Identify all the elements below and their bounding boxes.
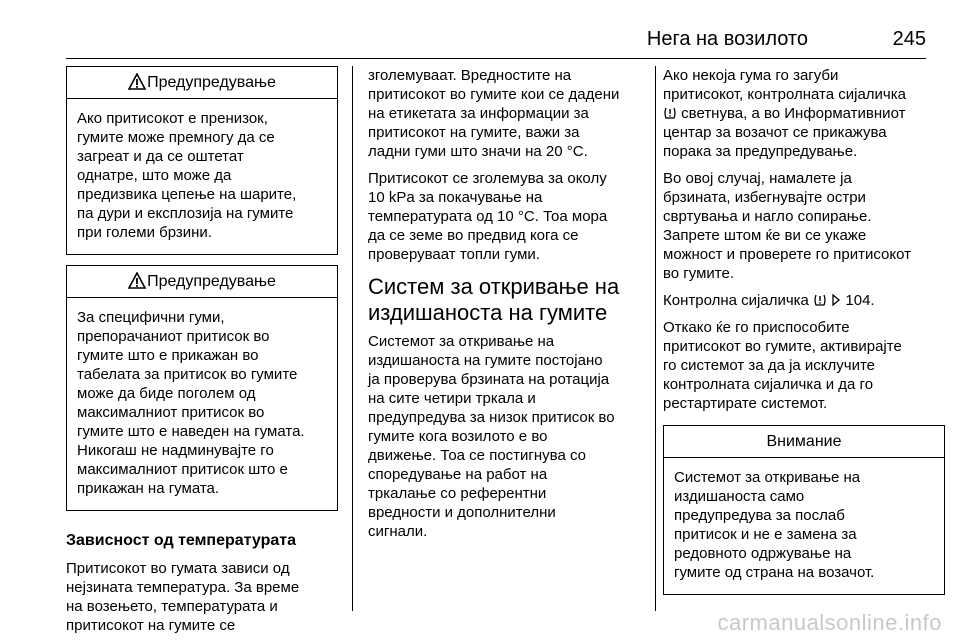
text-line: контролната сијаличка и да го: [663, 376, 874, 393]
text-line: брзината, избегнувајте остри: [663, 189, 866, 206]
text-line: во гумите.: [663, 265, 735, 282]
column-divider-2: [655, 66, 656, 611]
text-line: предупредува за низок притисок во: [368, 409, 615, 426]
tire-pressure-warning-icon: [663, 106, 677, 120]
text-line: нејзината температура. За време: [66, 579, 300, 596]
paragraph: [368, 332, 646, 541]
text-line: предупредува за послаб: [674, 507, 845, 524]
warning-triangle-icon: [128, 73, 146, 90]
text-line: гумите што е прикажан во: [77, 347, 259, 364]
page-number: 245: [892, 28, 926, 50]
text-line: редовното одржување на: [674, 545, 852, 562]
text-line: ладни гуми што значи на 20 °C.: [368, 143, 588, 160]
text-line: Запрете штом ќе ви се укаже: [663, 227, 867, 244]
text-line: Ако некоја гума го загуби: [663, 67, 839, 84]
text-line: Ако притисокот е пренизок,: [77, 110, 268, 127]
paragraph: [368, 169, 646, 264]
text-line: на возењето, температурата и: [66, 598, 278, 615]
warning-box-header: [67, 67, 337, 99]
text-line: Системот за откривање на: [368, 333, 555, 350]
column-divider-1: [352, 66, 353, 611]
heading-line: Систем за откривање на: [368, 274, 620, 299]
text-line: свртувања и нагло сопирање.: [663, 208, 872, 225]
text-line: притисок и не е замена за: [674, 526, 857, 543]
text-line: Притисокот во гумата зависи од: [66, 560, 290, 577]
text-line-part: Контролна сијаличка: [663, 292, 809, 309]
text-line: табелата за притисок во гумите: [77, 366, 298, 383]
watermark: carmanualsonline.info: [717, 610, 942, 635]
warning-box-1: [66, 66, 338, 255]
text-line: зголемуваат. Вредностите на: [368, 67, 572, 84]
text-line: споредување на работ на: [368, 466, 548, 483]
text-line: движење. Тоа се постигнува со: [368, 447, 586, 464]
text-line: Системот за откривање на: [674, 469, 861, 486]
text-line: притисокот во гумите, активирајте: [663, 338, 902, 355]
text-line: Никогаш не надминувајте го: [77, 442, 274, 459]
text-line: притисокот на гумите се: [66, 617, 236, 634]
paragraph: [663, 66, 945, 161]
text-line-part: светнува, а во Информативниот: [681, 105, 906, 122]
warning-box-body: [67, 99, 337, 254]
text-line: однатре, што може да: [77, 167, 232, 184]
text-line: можност и проверете го притисокот: [663, 246, 911, 263]
text-line: гумите кога возилото е во: [368, 428, 548, 445]
text-line: може да биде поголем од: [77, 385, 256, 402]
page-header: [66, 24, 926, 58]
tire-pressure-warning-icon: [813, 293, 827, 307]
text-line: 10 kPa за покачување на: [368, 189, 543, 206]
warning-box-body: [67, 298, 337, 510]
heading-line: издишаноста на гумите: [368, 300, 608, 325]
page-reference-arrow-icon: [831, 294, 841, 306]
text-line: Откако ќе го приспособите: [663, 319, 850, 336]
text-line: рестартирате системот.: [663, 395, 828, 412]
paragraph: [663, 169, 945, 283]
section-heading: [368, 274, 646, 326]
text-line: на етикетата за информации за: [368, 105, 589, 122]
text-line: при големи брзини.: [77, 224, 212, 241]
text-line: го системот за да ја исклучите: [663, 357, 876, 374]
notice-box: [663, 425, 945, 595]
warning-triangle-icon: [128, 272, 146, 289]
text-line: Притисокот се зголемува за околу: [368, 170, 607, 187]
text-line: тркалање со референтни: [368, 485, 547, 502]
text-line: загреат и да се оштетат: [77, 148, 244, 165]
text-line: максималниот притисок во: [77, 404, 265, 421]
text-line: Во овој случај, намалете ја: [663, 170, 852, 187]
text-line: проверуваат топли гуми.: [368, 246, 540, 263]
text-line: гумите од страна на возачот.: [674, 564, 875, 581]
section-title: Нега на возилото: [646, 28, 808, 50]
paragraph: [368, 66, 646, 161]
paragraph: [66, 559, 338, 635]
text-line: притисокот во гумите кои се дадени: [368, 86, 620, 103]
text-line: ја проверува брзината на ротација: [368, 371, 610, 388]
text-line: центар за возачот се прикажува: [663, 124, 887, 141]
text-line: на сите четири тркала и: [368, 390, 536, 407]
text-line: температурата од 10 °C. Тоа мора: [368, 208, 608, 225]
text-line: па дури и експлозија на гумите: [77, 205, 294, 222]
text-line: да се земе во предвид кога се: [368, 227, 579, 244]
text-line: издишаноста само: [674, 488, 805, 505]
text-line: гумите што е наведен на гумата.: [77, 423, 305, 440]
column-3: [663, 66, 945, 605]
page-reference-link[interactable]: 104.: [845, 292, 875, 309]
warning-title: Предупредување: [147, 74, 276, 91]
warning-box-header: [67, 266, 337, 298]
text-line: прикажан на гумата.: [77, 480, 220, 497]
text-line: максималниот притисок што е: [77, 461, 288, 478]
text-line: издишаноста на гумите постојано: [368, 352, 603, 369]
cross-reference: [663, 291, 945, 310]
text-line: притисокот, контролната сијаличка: [663, 86, 906, 103]
text-line: [663, 104, 945, 123]
text-line: порака за предупредување.: [663, 143, 858, 160]
text-line: сигнали.: [368, 523, 428, 540]
text-line: За специфични гуми,: [77, 309, 225, 326]
header-rule: [66, 58, 926, 59]
text-line: вредности и дополнителни: [368, 504, 556, 521]
column-1: [66, 66, 338, 635]
notice-box-header: Внимание: [664, 426, 944, 458]
text-line: притисокот на гумите, важи за: [368, 124, 580, 141]
subsection-heading: Зависност од температурата: [66, 532, 296, 549]
column-2: [368, 66, 646, 549]
warning-title: Предупредување: [147, 273, 276, 290]
text-line: гумите може премногу да се: [77, 129, 275, 146]
paragraph: [663, 318, 945, 413]
text-line: препорачаниот притисок во: [77, 328, 270, 345]
text-line: предизвика цепење на шарите,: [77, 186, 297, 203]
warning-box-2: [66, 265, 338, 511]
notice-box-body: [664, 458, 944, 594]
